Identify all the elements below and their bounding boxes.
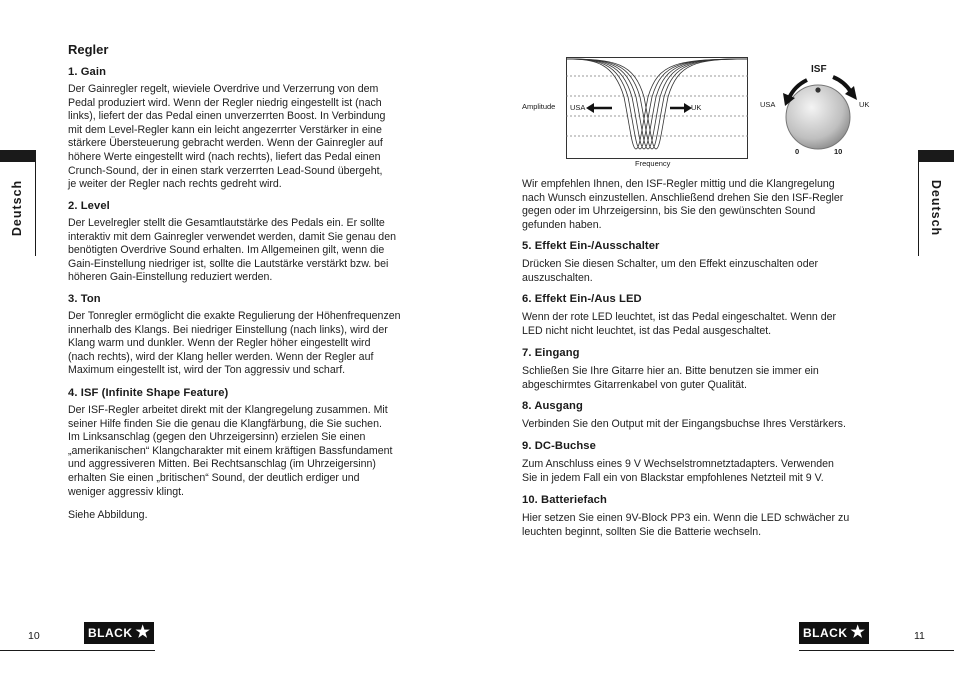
star-icon: ★ — [850, 624, 866, 641]
section-heading-isf: 4. ISF (Infinite Shape Feature) — [68, 387, 229, 399]
knob-min-label: 0 — [795, 147, 800, 156]
side-tab-rule-right — [918, 162, 919, 256]
section-heading-dc: 9. DC-Buchse — [522, 440, 596, 452]
section-heading-gain: 1. Gain — [68, 66, 107, 78]
section-heading-battery: 10. Batteriefach — [522, 494, 607, 506]
frequency-label: Frequency — [635, 159, 671, 168]
section-heading-tone: 3. Ton — [68, 293, 101, 305]
frequency-response-plot — [566, 57, 748, 159]
isf-knob-diagram — [775, 60, 875, 160]
side-language-label-right: Deutsch — [929, 179, 943, 237]
page-number: 10 — [28, 630, 40, 642]
knob-indicator-dot — [815, 87, 820, 92]
section-body-input: Schließen Sie Ihre Gitarre hier an. Bitte benutzen sie immer ein abgeschirmtes Gitarrenkabel von guter Qualität. — [522, 365, 819, 391]
isf-recommendation: Wir empfehlen Ihnen, den ISF-Regler mittig und die Klangregelung nach Wunsch einzustellen. Anschließend drehen Sie den ISF-Regler gegen oder im Uhrzeigersinn, bis Sie den gewünschten Sound gefunden haben. — [522, 178, 844, 231]
section-body-led: Wenn der rote LED leuchtet, ist das Pedal eingeschaltet. Wenn der LED nicht nicht leuchtet, ist das Pedal ausgeschaltet. — [522, 311, 837, 337]
knob-uk-label: UK — [859, 100, 870, 109]
star-icon: ★ — [135, 624, 151, 641]
knob-usa-label: USA — [760, 100, 776, 109]
section-heading-led: 6. Effekt Ein-/Aus LED — [522, 293, 642, 305]
section-body-level: Der Levelregler stellt die Gesamtlautstärke des Pedals ein. Er sollte interaktiv mit dem Gainregler verwendet werden, damit Sie genau den benötigten Overdrive Sound erhalten. Im Allgemeinen gilt, wenn die Gain-Einstellung niedriger ist, sollte die Lautstärke verstärkt bzw. bei höheren Gain-Einstellung reduziert werden. — [68, 217, 396, 284]
section-body-isf: Der ISF-Regler arbeitet direkt mit der Klangregelung zusammen. Mit seiner Hilfe finden Sie die genau die Klangfärbung, die Sie suchen. Im Linksanschlag (gegen den Uhrzeigersinn) erzielen Sie einen „amerikanischen“ Klangcharakter mit einem kräftigen Bassfundament und aggressiveren Mitten. Bei Rechtsanschlag (im Uhrzeigersinn) erhalten Sie einen „britischen“ Sound, der deutlich erdiger und weniger aggressiv klingt. — [68, 404, 393, 498]
section-body-gain: Der Gainregler regelt, wieviele Overdrive und Verzerrung von dem Pedal produziert wird. Wenn der Regler niedrig eingestellt ist (nach links), liefert der das Pedal einen unverzerrten Boost. In Verbindung mit dem Level-Regler kann ein leicht angezerrter Verstärker in eine stärkere Übersteuerung gebracht werden. Wenn der Gainregler auf höhere Werte eingestellt wird (nach rechts), liefert das Pedal einen Crunch-Sound, der in einen stark verzerrten Lead-Sound übergeht, je weiter der Regler nach rechts gedreht wird. — [68, 83, 386, 191]
amplitude-label: Amplitude — [522, 102, 556, 111]
page-title: Regler — [68, 42, 109, 57]
see-figure-note: Siehe Abbildung. — [68, 509, 148, 521]
section-heading-switch: 5. Effekt Ein-/Ausschalter — [522, 240, 660, 252]
knob-title: ISF — [811, 64, 827, 75]
section-body-output: Verbinden Sie den Output mit der Eingangsbuchse Ihres Verstärkers. — [522, 418, 846, 430]
footer-rule — [0, 650, 155, 651]
blackstar-logo: BLACK ★ — [84, 622, 154, 644]
section-heading-level: 2. Level — [68, 200, 110, 212]
side-tab-bar-right — [918, 150, 954, 162]
plot-uk-label: UK — [691, 103, 702, 112]
footer-rule-right — [799, 650, 954, 651]
section-body-battery: Hier setzen Sie einen 9V-Block PP3 ein. Wenn die LED schwächer zu leuchten beginnt, sollten Sie die Batterie wechseln. — [522, 512, 850, 538]
side-tab-rule — [35, 162, 36, 256]
side-tab-bar — [0, 150, 36, 162]
plot-usa-label: USA — [570, 103, 586, 112]
section-heading-output: 8. Ausgang — [522, 400, 583, 412]
knob-max-label: 10 — [834, 147, 843, 156]
page-number-right: 11 — [914, 630, 925, 642]
section-body-switch: Drücken Sie diesen Schalter, um den Effekt einzuschalten oder auszuschalten. — [522, 258, 819, 284]
blackstar-logo-right: BLACK ★ — [799, 622, 869, 644]
section-body-tone: Der Tonregler ermöglicht die exakte Regulierung der Höhenfrequenzen innerhalb des Klangs. Bei niedriger Einstellung (nach links), wird der Klang warm und dunkler. Wenn der Regler höher eingestellt wird (nach rechts), wird der Klang heller werden. Wenn der Regler auf Maximum eingestellt ist, wird der Ton aggressiv und scharf. — [68, 310, 401, 377]
section-body-dc: Zum Anschluss eines 9 V Wechselstromnetztadapters. Verwenden Sie in jedem Fall ein von Blackstar empfohlenes Netzteil mit 9 V. — [522, 458, 834, 484]
side-language-label: Deutsch — [10, 179, 24, 237]
section-heading-input: 7. Eingang — [522, 347, 580, 359]
